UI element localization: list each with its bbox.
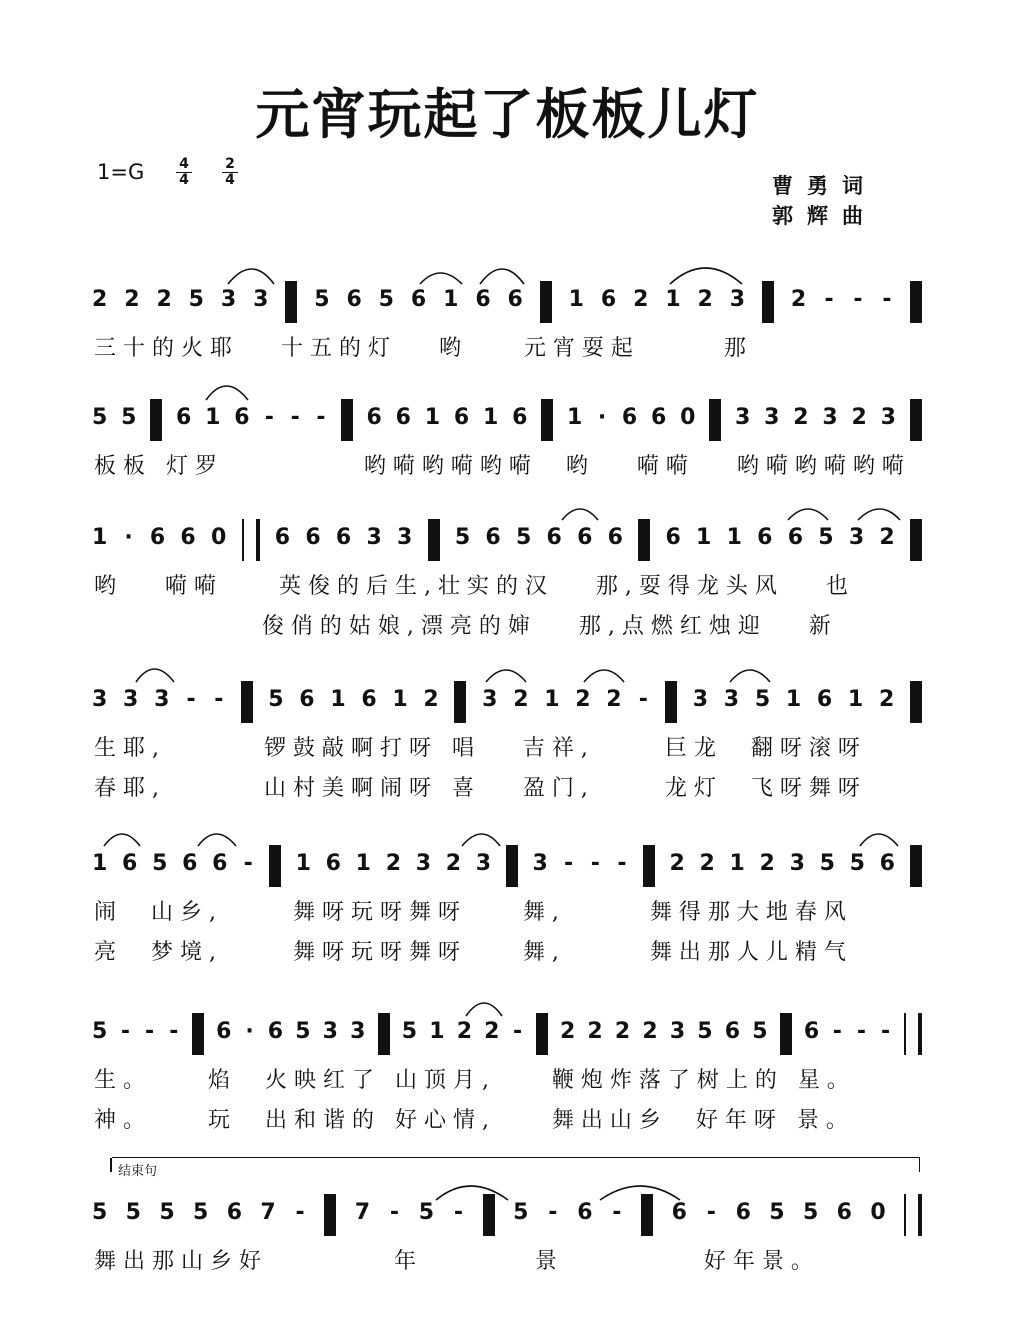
bar-line [762, 281, 774, 323]
note: 1 [443, 286, 459, 312]
note: 5 [378, 286, 394, 312]
note: 5 [295, 1018, 311, 1044]
note: 5 [152, 850, 168, 876]
note: 6 [651, 404, 667, 430]
note: 1 [665, 286, 681, 312]
note: 1 [92, 850, 108, 876]
lyric-line-verse-2: 春耶, 山村美啊闹呀 喜 盈门, 龙灯 飞呀舞呀 [94, 776, 867, 801]
note: 5 [193, 1199, 209, 1225]
note: 6 [325, 850, 341, 876]
note: 1 [392, 686, 408, 712]
time-sig-denominator: 4 [225, 172, 235, 188]
slur-mark [860, 834, 898, 846]
lyric-line: 生。 焰 火映红了 山顶月, 鞭炮炸落了树上的 星。 [94, 1068, 856, 1093]
slur-mark [858, 509, 900, 520]
ending-label: 结束句 [118, 1164, 158, 1179]
note: 6 [671, 1199, 687, 1225]
note: 3 [415, 850, 432, 876]
slur-mark [462, 834, 500, 846]
note: 5 [401, 1018, 418, 1044]
note: 1 [726, 524, 742, 550]
note: 6 [226, 1199, 242, 1225]
note: 1 [785, 686, 802, 712]
note: 2 [456, 1018, 472, 1044]
notation-line [92, 522, 922, 552]
note: 2 [587, 1018, 603, 1044]
note: 6 [453, 404, 470, 430]
bar-line [641, 1194, 653, 1236]
note: 5 [121, 404, 137, 430]
note: 1 [205, 404, 221, 430]
note: 1 [92, 524, 108, 550]
staff-row-7 [0, 1197, 1015, 1287]
note: 3 [154, 686, 170, 712]
note: 2 [878, 686, 895, 712]
note: 6 [546, 524, 562, 550]
lyric-line-verse-2: 俊俏的姑娘,漂亮的婶 那,点燃红烛迎 新 [94, 614, 838, 639]
time-signature-4-4 [176, 157, 192, 188]
bar-line [540, 281, 552, 323]
note: 5 [188, 286, 204, 312]
bar-line [285, 281, 297, 323]
note: 3 [532, 850, 548, 876]
note: - [563, 850, 574, 876]
note: - [186, 686, 196, 712]
bar-line [341, 399, 353, 441]
bar-line [536, 1013, 548, 1055]
note: 3 [482, 686, 498, 712]
lyric-line-verse-2: 神。 玩 出和谐的 好心情, 舞出山乡 好年呀 景。 [94, 1108, 855, 1133]
bar-line [541, 399, 553, 441]
bar-line [454, 681, 466, 723]
note: 5 [314, 286, 330, 312]
note: 5 [818, 524, 834, 550]
lyricist-credit: 曹勇词 [772, 174, 877, 198]
note: 2 [124, 286, 140, 312]
staff-row-5 [0, 848, 1015, 965]
note: 3 [880, 404, 896, 430]
note: 6 [724, 1018, 741, 1044]
note: - [832, 1018, 842, 1044]
note: 6 [735, 1199, 751, 1225]
note: 6 [475, 286, 491, 312]
note: 6 [234, 404, 250, 430]
note: 5 [159, 1199, 175, 1225]
notation-line [92, 848, 922, 878]
note: 7 [260, 1199, 276, 1225]
note: 3 [397, 524, 413, 550]
note: - [856, 1018, 867, 1044]
double-bar-line [904, 1013, 922, 1055]
slur-mark [198, 834, 236, 846]
note: - [169, 1018, 179, 1044]
note: 2 [423, 686, 439, 712]
staff-row-3 [0, 522, 1015, 639]
note: - [295, 1199, 305, 1225]
note: 0 [680, 404, 696, 430]
note: 3 [848, 524, 865, 550]
note: 2 [575, 686, 591, 712]
note: 6 [757, 524, 773, 550]
slur-mark [136, 669, 174, 682]
note: 1 [424, 404, 441, 430]
note: 1 [696, 524, 712, 550]
bar-line [378, 1013, 390, 1055]
note: 2 [642, 1018, 658, 1044]
note: 6 [836, 1199, 852, 1225]
bar-line [428, 519, 440, 561]
note: 2 [385, 850, 401, 876]
note: 6 [485, 524, 501, 550]
note: 6 [512, 404, 528, 430]
note: 6 [665, 524, 681, 550]
staff-row-1 [0, 284, 1015, 374]
note: 3 [366, 524, 382, 550]
slur-mark [730, 670, 770, 682]
note: 6 [299, 686, 315, 712]
note: 2 [614, 1018, 631, 1044]
note: 6 [621, 404, 638, 430]
slur-mark [562, 509, 598, 520]
lyric-line: 哟 嗬嗬 英俊的后生,壮实的汉 那,耍得龙头风 也 [94, 574, 855, 599]
note: 5 [819, 850, 835, 876]
note: 6 [176, 404, 192, 430]
bar-line [910, 519, 922, 561]
note: - [290, 404, 300, 430]
bar-line [910, 681, 922, 723]
note: 6 [816, 686, 833, 712]
time-sig-denominator: 4 [179, 172, 189, 188]
key-signature: 1=G [97, 160, 145, 184]
note: 6 [361, 686, 377, 712]
note: 6 [395, 404, 411, 430]
note: 2 [793, 404, 809, 430]
note: 5 [92, 1018, 108, 1044]
note: 2 [559, 1018, 576, 1044]
note: - [638, 686, 648, 712]
note: 6 [600, 286, 617, 312]
note: 7 [354, 1199, 371, 1225]
note: 3 [729, 286, 746, 312]
note: 3 [822, 404, 838, 430]
note: 3 [220, 286, 237, 312]
note: 6 [803, 1018, 820, 1044]
note: - [882, 286, 892, 312]
note: 5 [754, 686, 771, 712]
note: 1 [568, 286, 584, 312]
slur-mark [466, 1003, 502, 1016]
slur-mark [420, 273, 462, 284]
lyric-line: 三十的火耶 十五的灯 哟 元宵耍起 那 [94, 336, 753, 361]
bar-line [910, 399, 922, 441]
note: · [124, 524, 133, 550]
note: 6 [267, 1018, 284, 1044]
note: 6 [335, 524, 352, 550]
note: · [597, 404, 607, 430]
lyric-line-verse-2: 亮 梦境, 舞呀玩呀舞呀 舞, 舞出那人儿精气 [94, 940, 853, 965]
note: 3 [322, 1018, 338, 1044]
note: 6 [180, 524, 196, 550]
note: 2 [484, 1018, 500, 1044]
note: - [316, 404, 326, 430]
bar-line [709, 399, 721, 441]
note: 2 [879, 524, 895, 550]
note: 1 [544, 686, 560, 712]
time-sig-numerator: 2 [225, 156, 235, 172]
note: 0 [870, 1199, 886, 1225]
note: - [243, 850, 253, 876]
bar-line [269, 845, 281, 887]
note: 6 [182, 850, 198, 876]
notation-line [92, 1016, 922, 1046]
note: 5 [454, 524, 471, 550]
double-bar-line [904, 1194, 922, 1236]
bar-line [150, 399, 162, 441]
ending-bracket [112, 1157, 920, 1180]
note: 3 [475, 850, 492, 876]
note: 1 [847, 686, 864, 712]
note: - [548, 1199, 558, 1225]
double-bar-line [242, 519, 260, 561]
note: 3 [789, 850, 805, 876]
note: 2 [699, 850, 715, 876]
bar-line [324, 1194, 336, 1236]
bar-line [643, 845, 655, 887]
note: 2 [445, 850, 462, 876]
note: 3 [735, 404, 751, 430]
note: 2 [633, 286, 649, 312]
note: 5 [697, 1018, 713, 1044]
note: 6 [410, 286, 427, 312]
note: · [245, 1018, 254, 1044]
note: 6 [274, 524, 291, 550]
note: - [612, 1199, 622, 1225]
note: 2 [669, 850, 685, 876]
bar-line [780, 1013, 792, 1055]
note: - [120, 1018, 131, 1044]
song-title: 元宵玩起了板板儿灯 [255, 82, 760, 146]
note: 2 [606, 686, 622, 712]
slur-mark [104, 834, 140, 846]
note: - [853, 286, 863, 312]
note: 2 [790, 286, 807, 312]
slur-mark [206, 386, 248, 400]
note: 2 [156, 286, 172, 312]
note: 6 [212, 850, 228, 876]
note: - [214, 686, 224, 712]
note: 0 [210, 524, 227, 550]
note: 3 [723, 686, 740, 712]
staff-row-6 [0, 1016, 1015, 1133]
note: 2 [759, 850, 775, 876]
note: 2 [851, 404, 867, 430]
note: 3 [764, 404, 780, 430]
note: 6 [787, 524, 803, 550]
note: 3 [92, 686, 108, 712]
note: 6 [366, 404, 382, 430]
slur-mark [480, 269, 524, 284]
note: 5 [125, 1199, 141, 1225]
note: 1 [482, 404, 499, 430]
note: - [389, 1199, 399, 1225]
notation-line [92, 402, 922, 432]
slur-mark [228, 269, 274, 284]
note: 6 [122, 850, 138, 876]
note: 1 [295, 850, 311, 876]
note: 1 [330, 686, 346, 712]
note: 2 [513, 686, 529, 712]
note: - [145, 1018, 155, 1044]
note: 5 [802, 1199, 819, 1225]
note: 5 [769, 1199, 785, 1225]
notation-line [92, 284, 922, 314]
note: 3 [669, 1018, 686, 1044]
note: 5 [268, 686, 284, 712]
bar-line [506, 845, 518, 887]
bar-line [910, 845, 922, 887]
bar-line [665, 681, 677, 723]
note: 5 [92, 404, 108, 430]
note: - [453, 1199, 464, 1225]
note: 1 [566, 404, 583, 430]
slur-mark [584, 670, 624, 682]
note: - [590, 850, 600, 876]
note: - [706, 1199, 716, 1225]
note: 5 [513, 1199, 529, 1225]
note: 6 [507, 286, 523, 312]
bar-line [241, 681, 253, 723]
note: 6 [577, 1199, 593, 1225]
note: - [264, 404, 274, 430]
slur-mark [486, 670, 526, 682]
note: 6 [305, 524, 321, 550]
lyric-line: 舞出那山乡好 年 景 好年景。 [94, 1249, 820, 1274]
note: 3 [350, 1018, 366, 1044]
note: 6 [149, 524, 166, 550]
notation-line [92, 1197, 922, 1227]
bar-line [192, 1013, 204, 1055]
note: 5 [515, 524, 532, 550]
note: - [881, 1018, 891, 1044]
lyric-line: 生耶, 锣鼓敲啊打呀 唱 吉祥, 巨龙 翻呀滚呀 [94, 736, 867, 761]
bar-line [483, 1194, 495, 1236]
note: 5 [752, 1018, 768, 1044]
note: 6 [577, 524, 593, 550]
note: 6 [879, 850, 895, 876]
time-sig-numerator: 4 [179, 156, 189, 172]
note: 6 [216, 1018, 232, 1044]
slur-mark [788, 509, 828, 520]
composer-credit: 郭辉曲 [772, 204, 877, 228]
lyric-line: 板板 灯罗 哟嗬哟嗬哟嗬 哟 嗬嗬 哟嗬哟嗬哟嗬 [94, 454, 911, 479]
time-signature-2-4 [222, 157, 238, 188]
bar-line [638, 519, 650, 561]
note: 1 [355, 850, 371, 876]
notation-line [92, 684, 922, 714]
note: 2 [697, 286, 713, 312]
staff-row-2 [0, 402, 1015, 492]
note: 5 [92, 1199, 108, 1225]
bar-line [910, 281, 922, 323]
note: 6 [346, 286, 362, 312]
note: 3 [123, 686, 139, 712]
note: 3 [253, 286, 269, 312]
note: - [617, 850, 627, 876]
note: 3 [692, 686, 709, 712]
note: - [513, 1018, 523, 1044]
note: 1 [429, 1018, 445, 1044]
slur-mark [670, 268, 742, 284]
note: 1 [729, 850, 745, 876]
note: 6 [607, 524, 623, 550]
note: 5 [849, 850, 865, 876]
lyric-line: 闹 山乡, 舞呀玩呀舞呀 舞, 舞得那大地春风 [94, 900, 853, 925]
staff-row-4 [0, 684, 1015, 801]
note: - [824, 286, 834, 312]
note: 2 [92, 286, 108, 312]
note: 5 [418, 1199, 435, 1225]
